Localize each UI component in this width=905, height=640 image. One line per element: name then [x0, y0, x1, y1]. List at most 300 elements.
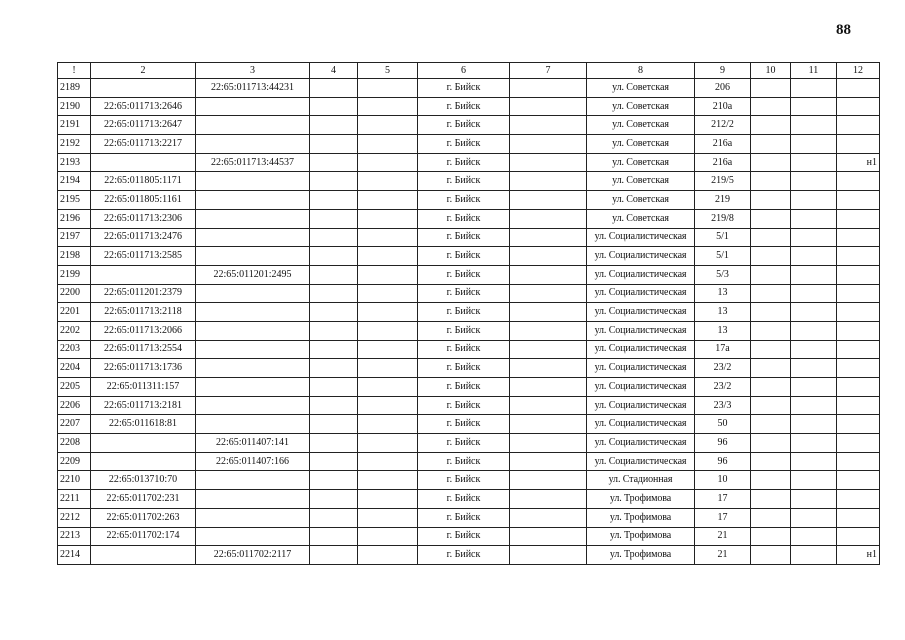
- table-cell: 22:65:011713:2217: [91, 135, 196, 154]
- table-cell: [196, 135, 310, 154]
- table-cell: [310, 135, 358, 154]
- table-cell: ул. Социалистическая: [587, 265, 695, 284]
- column-header: 8: [587, 63, 695, 79]
- table-cell: 2211: [58, 490, 91, 509]
- table-cell: [358, 191, 418, 210]
- table-cell: 2198: [58, 247, 91, 266]
- table-cell: 17: [695, 508, 751, 527]
- table-row: [58, 359, 880, 378]
- column-header: 3: [196, 63, 310, 79]
- table-cell: 21: [695, 527, 751, 546]
- table-cell: ул. Стадионная: [587, 471, 695, 490]
- table-row: [58, 116, 880, 135]
- table-cell: [837, 97, 880, 116]
- table-cell: [196, 321, 310, 340]
- table-cell: [310, 228, 358, 247]
- table-cell: 22:65:011713:1736: [91, 359, 196, 378]
- table-cell: [358, 116, 418, 135]
- table-cell: н1: [837, 546, 880, 565]
- table-cell: [358, 209, 418, 228]
- table-cell: 22:65:011805:1171: [91, 172, 196, 191]
- table-cell: г. Бийск: [418, 97, 510, 116]
- table-cell: ул. Советская: [587, 116, 695, 135]
- table-body: [58, 79, 880, 565]
- table-cell: [751, 209, 791, 228]
- table-cell: г. Бийск: [418, 228, 510, 247]
- table-cell: [751, 228, 791, 247]
- table-cell: [510, 396, 587, 415]
- table-cell: [791, 97, 837, 116]
- table-cell: 2197: [58, 228, 91, 247]
- table-cell: [791, 340, 837, 359]
- table-cell: [196, 527, 310, 546]
- table-cell: [751, 471, 791, 490]
- table-cell: [510, 321, 587, 340]
- table-cell: 22:65:011713:2181: [91, 396, 196, 415]
- table-cell: [751, 321, 791, 340]
- table-cell: ул. Социалистическая: [587, 452, 695, 471]
- table-cell: [791, 116, 837, 135]
- table-cell: 2189: [58, 79, 91, 98]
- table-cell: [751, 135, 791, 154]
- table-cell: [91, 452, 196, 471]
- column-header: 4: [310, 63, 358, 79]
- table-cell: [791, 247, 837, 266]
- table-cell: [837, 415, 880, 434]
- table-cell: [791, 396, 837, 415]
- table-cell: [791, 265, 837, 284]
- table-cell: [837, 490, 880, 509]
- table-cell: [837, 135, 880, 154]
- table-cell: 13: [695, 303, 751, 322]
- table-cell: [358, 247, 418, 266]
- table-cell: [196, 209, 310, 228]
- table-cell: [751, 378, 791, 397]
- table-cell: [358, 265, 418, 284]
- table-cell: [196, 415, 310, 434]
- table-cell: ул. Социалистическая: [587, 284, 695, 303]
- table-cell: ул. Социалистическая: [587, 321, 695, 340]
- table-cell: [751, 452, 791, 471]
- table-cell: [751, 546, 791, 565]
- table-cell: г. Бийск: [418, 135, 510, 154]
- table-cell: [791, 527, 837, 546]
- table-cell: 10: [695, 471, 751, 490]
- table-cell: [837, 228, 880, 247]
- table-cell: [310, 209, 358, 228]
- table-cell: 216а: [695, 153, 751, 172]
- table-cell: 219/5: [695, 172, 751, 191]
- table-cell: [751, 434, 791, 453]
- table-cell: [510, 97, 587, 116]
- table-cell: [196, 172, 310, 191]
- table-cell: ул. Советская: [587, 97, 695, 116]
- table-cell: [751, 153, 791, 172]
- table-row: [58, 490, 880, 509]
- table-row: [58, 247, 880, 266]
- table-cell: [837, 265, 880, 284]
- table-cell: [751, 247, 791, 266]
- table-row: [58, 284, 880, 303]
- table-cell: [837, 452, 880, 471]
- table-cell: [791, 508, 837, 527]
- table-row: [58, 191, 880, 210]
- table-cell: [358, 546, 418, 565]
- table-cell: [791, 153, 837, 172]
- table-cell: [791, 191, 837, 210]
- table-cell: [91, 546, 196, 565]
- table-cell: [791, 303, 837, 322]
- table-cell: г. Бийск: [418, 209, 510, 228]
- table-cell: 2208: [58, 434, 91, 453]
- table-cell: 22:65:011407:141: [196, 434, 310, 453]
- table-cell: 2205: [58, 378, 91, 397]
- table-cell: [791, 378, 837, 397]
- table-cell: ул. Советская: [587, 135, 695, 154]
- table-cell: 50: [695, 415, 751, 434]
- table-cell: [310, 321, 358, 340]
- table-cell: 22:65:011713:2646: [91, 97, 196, 116]
- table-cell: [310, 452, 358, 471]
- table-cell: [510, 471, 587, 490]
- table-cell: г. Бийск: [418, 153, 510, 172]
- table-cell: [510, 265, 587, 284]
- table-cell: [358, 340, 418, 359]
- table-cell: 219/8: [695, 209, 751, 228]
- table-cell: [310, 247, 358, 266]
- table-cell: [837, 303, 880, 322]
- table-cell: 96: [695, 434, 751, 453]
- table-cell: [358, 415, 418, 434]
- table-cell: 22:65:011702:2117: [196, 546, 310, 565]
- table-cell: г. Бийск: [418, 415, 510, 434]
- table-cell: 2213: [58, 527, 91, 546]
- table-cell: 2190: [58, 97, 91, 116]
- table-cell: [310, 153, 358, 172]
- table-cell: 2214: [58, 546, 91, 565]
- table-cell: г. Бийск: [418, 359, 510, 378]
- column-header: 9: [695, 63, 751, 79]
- table-cell: 13: [695, 321, 751, 340]
- table-cell: [358, 471, 418, 490]
- table-cell: [751, 116, 791, 135]
- table-cell: [837, 508, 880, 527]
- table-row: [58, 321, 880, 340]
- table-cell: [510, 191, 587, 210]
- table-cell: [510, 303, 587, 322]
- table-cell: [91, 153, 196, 172]
- table-cell: [751, 415, 791, 434]
- table-cell: 5/3: [695, 265, 751, 284]
- table-cell: 2194: [58, 172, 91, 191]
- table-cell: 219: [695, 191, 751, 210]
- table-cell: [837, 79, 880, 98]
- table-cell: [196, 490, 310, 509]
- table-cell: [751, 172, 791, 191]
- table-cell: г. Бийск: [418, 340, 510, 359]
- table-cell: ул. Социалистическая: [587, 415, 695, 434]
- table-row: [58, 265, 880, 284]
- table-cell: г. Бийск: [418, 527, 510, 546]
- table-cell: [310, 359, 358, 378]
- table-cell: [310, 415, 358, 434]
- table-cell: 21: [695, 546, 751, 565]
- table-row: [58, 396, 880, 415]
- table-cell: [837, 172, 880, 191]
- table-cell: 2207: [58, 415, 91, 434]
- table-cell: 22:65:011407:166: [196, 452, 310, 471]
- table-row: [58, 508, 880, 527]
- column-header: 12: [837, 63, 880, 79]
- table-cell: [837, 321, 880, 340]
- table-cell: [310, 378, 358, 397]
- table-cell: ул. Социалистическая: [587, 434, 695, 453]
- table-cell: [91, 434, 196, 453]
- table-cell: [510, 135, 587, 154]
- table-cell: [751, 359, 791, 378]
- table-cell: 2191: [58, 116, 91, 135]
- table-cell: н1: [837, 153, 880, 172]
- table-cell: 2203: [58, 340, 91, 359]
- column-header: 10: [751, 63, 791, 79]
- table-cell: [837, 116, 880, 135]
- table-cell: 22:65:011713:2585: [91, 247, 196, 266]
- table-cell: [310, 97, 358, 116]
- table-cell: [196, 284, 310, 303]
- table-cell: [510, 153, 587, 172]
- table-cell: 212/2: [695, 116, 751, 135]
- table-cell: [791, 321, 837, 340]
- table-cell: 22:65:011713:2118: [91, 303, 196, 322]
- table-cell: ул. Трофимова: [587, 527, 695, 546]
- table-cell: [751, 97, 791, 116]
- table-cell: [751, 265, 791, 284]
- table-cell: 22:65:011702:174: [91, 527, 196, 546]
- column-header: 6: [418, 63, 510, 79]
- table-cell: [751, 527, 791, 546]
- table-cell: [791, 228, 837, 247]
- table-row: [58, 546, 880, 565]
- table-cell: [310, 284, 358, 303]
- table-cell: [196, 97, 310, 116]
- table-cell: 23/2: [695, 359, 751, 378]
- table-cell: [358, 321, 418, 340]
- table-cell: [837, 378, 880, 397]
- table-cell: [791, 434, 837, 453]
- table-cell: [510, 546, 587, 565]
- table-cell: г. Бийск: [418, 79, 510, 98]
- table-row: [58, 378, 880, 397]
- table-cell: [751, 284, 791, 303]
- table-cell: 2209: [58, 452, 91, 471]
- table-cell: ул. Социалистическая: [587, 303, 695, 322]
- table-row: [58, 79, 880, 98]
- table-cell: [310, 172, 358, 191]
- table-cell: [358, 359, 418, 378]
- table-row: [58, 471, 880, 490]
- table-cell: [310, 471, 358, 490]
- table-cell: [791, 79, 837, 98]
- table-cell: 22:65:011805:1161: [91, 191, 196, 210]
- table-cell: 2200: [58, 284, 91, 303]
- table-cell: 22:65:011713:2647: [91, 116, 196, 135]
- table-cell: [358, 508, 418, 527]
- table-cell: ул. Советская: [587, 79, 695, 98]
- table-cell: [196, 359, 310, 378]
- column-header: 7: [510, 63, 587, 79]
- table-cell: [310, 191, 358, 210]
- table-cell: [791, 471, 837, 490]
- table-cell: ул. Советская: [587, 191, 695, 210]
- table-cell: 22:65:011702:231: [91, 490, 196, 509]
- table-cell: [310, 116, 358, 135]
- table-cell: 22:65:011201:2379: [91, 284, 196, 303]
- table-cell: [358, 228, 418, 247]
- table-cell: [310, 527, 358, 546]
- table-cell: [510, 359, 587, 378]
- table-cell: [358, 97, 418, 116]
- table-cell: [751, 79, 791, 98]
- table-cell: [837, 527, 880, 546]
- table-cell: 2199: [58, 265, 91, 284]
- table-cell: [358, 172, 418, 191]
- table-cell: [837, 396, 880, 415]
- table-cell: [196, 228, 310, 247]
- table-cell: ул. Советская: [587, 209, 695, 228]
- table-cell: ул. Социалистическая: [587, 340, 695, 359]
- table-cell: 22:65:011713:2476: [91, 228, 196, 247]
- table-cell: 5/1: [695, 228, 751, 247]
- table-cell: [510, 508, 587, 527]
- table-cell: ул. Социалистическая: [587, 247, 695, 266]
- table-cell: ул. Трофимова: [587, 508, 695, 527]
- table-cell: [358, 284, 418, 303]
- table-cell: ул. Советская: [587, 172, 695, 191]
- table-cell: ул. Социалистическая: [587, 396, 695, 415]
- table-row: [58, 527, 880, 546]
- table-cell: [510, 228, 587, 247]
- table-cell: [510, 452, 587, 471]
- table-cell: г. Бийск: [418, 508, 510, 527]
- table-row: [58, 415, 880, 434]
- table-cell: [310, 303, 358, 322]
- column-header: 5: [358, 63, 418, 79]
- table-cell: [510, 490, 587, 509]
- table-cell: [510, 378, 587, 397]
- table-row: [58, 228, 880, 247]
- table-cell: [358, 79, 418, 98]
- table-cell: [837, 471, 880, 490]
- table-cell: 5/1: [695, 247, 751, 266]
- table-cell: [196, 303, 310, 322]
- table-cell: [358, 135, 418, 154]
- table-cell: 2212: [58, 508, 91, 527]
- table-cell: 22:65:011702:263: [91, 508, 196, 527]
- table-cell: [358, 434, 418, 453]
- table-cell: г. Бийск: [418, 191, 510, 210]
- table-cell: [310, 340, 358, 359]
- table-cell: г. Бийск: [418, 265, 510, 284]
- table-cell: [310, 490, 358, 509]
- table-row: [58, 172, 880, 191]
- table-cell: г. Бийск: [418, 321, 510, 340]
- table-cell: ул. Социалистическая: [587, 228, 695, 247]
- table-cell: [751, 396, 791, 415]
- table-cell: 2206: [58, 396, 91, 415]
- table-cell: [837, 284, 880, 303]
- table-cell: [791, 546, 837, 565]
- table-cell: ул. Советская: [587, 153, 695, 172]
- table-cell: [358, 490, 418, 509]
- table-cell: 17а: [695, 340, 751, 359]
- table-cell: [510, 527, 587, 546]
- table-cell: [791, 172, 837, 191]
- table-cell: [510, 284, 587, 303]
- table-cell: [510, 247, 587, 266]
- register-table: [57, 62, 880, 565]
- table-cell: 22:65:011713:44231: [196, 79, 310, 98]
- table-cell: 22:65:011713:2306: [91, 209, 196, 228]
- column-header: !: [58, 63, 91, 79]
- table-cell: [837, 340, 880, 359]
- table-cell: г. Бийск: [418, 303, 510, 322]
- table-cell: [510, 415, 587, 434]
- table-cell: [510, 79, 587, 98]
- table-cell: [310, 546, 358, 565]
- table-cell: [791, 452, 837, 471]
- table-cell: 2195: [58, 191, 91, 210]
- table-cell: [751, 340, 791, 359]
- table-cell: [91, 265, 196, 284]
- table-cell: г. Бийск: [418, 116, 510, 135]
- table-cell: 206: [695, 79, 751, 98]
- table-cell: 2210: [58, 471, 91, 490]
- table-cell: г. Бийск: [418, 172, 510, 191]
- table-cell: [196, 340, 310, 359]
- table-row: [58, 135, 880, 154]
- table-cell: [751, 490, 791, 509]
- table-cell: [358, 452, 418, 471]
- table-cell: [310, 434, 358, 453]
- table-cell: [751, 508, 791, 527]
- table-cell: ул. Трофимова: [587, 490, 695, 509]
- table-cell: 2204: [58, 359, 91, 378]
- table-cell: г. Бийск: [418, 490, 510, 509]
- table-row: [58, 452, 880, 471]
- table-cell: [837, 247, 880, 266]
- table-cell: [837, 209, 880, 228]
- table-cell: [358, 396, 418, 415]
- table-cell: [196, 191, 310, 210]
- table-cell: [358, 378, 418, 397]
- table-row: [58, 209, 880, 228]
- table-cell: [791, 135, 837, 154]
- table-cell: [791, 209, 837, 228]
- table-cell: ул. Социалистическая: [587, 359, 695, 378]
- table-cell: [310, 396, 358, 415]
- table-cell: [358, 527, 418, 546]
- table-cell: 210а: [695, 97, 751, 116]
- table-cell: [791, 359, 837, 378]
- table-cell: [196, 396, 310, 415]
- table-cell: г. Бийск: [418, 284, 510, 303]
- table-row: [58, 97, 880, 116]
- table-cell: [196, 471, 310, 490]
- table-cell: [310, 508, 358, 527]
- table-cell: ул. Социалистическая: [587, 378, 695, 397]
- table-cell: г. Бийск: [418, 546, 510, 565]
- table-cell: [310, 79, 358, 98]
